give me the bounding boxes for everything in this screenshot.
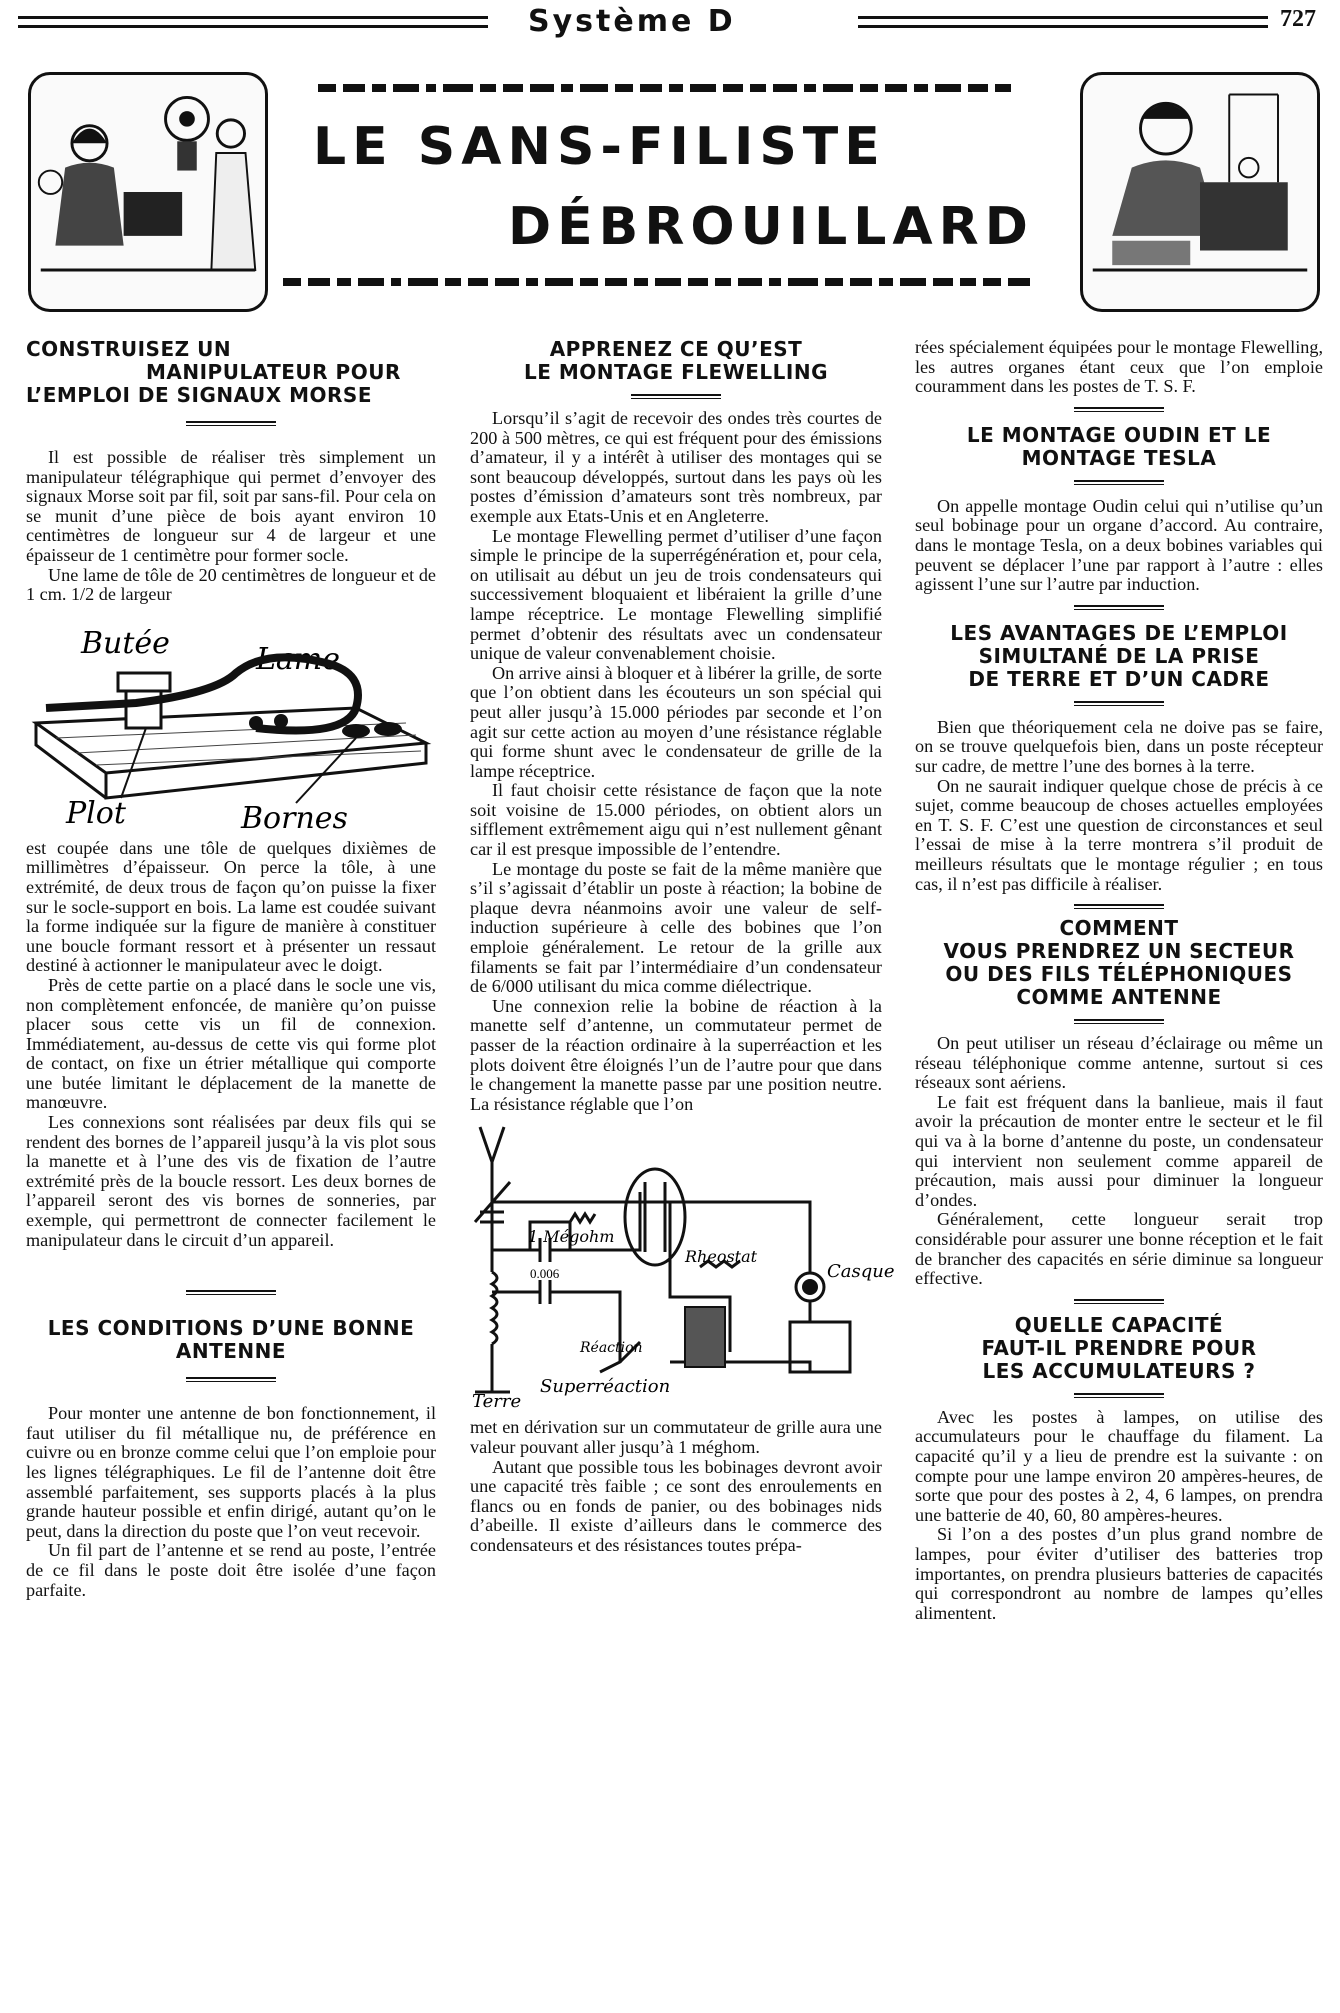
banner-dash <box>655 278 681 286</box>
banner-dash-bottom <box>283 278 1053 288</box>
section-separator <box>1074 480 1164 485</box>
section-separator <box>186 421 276 426</box>
banner-dash <box>318 84 336 92</box>
operators-illustration-icon <box>31 75 265 309</box>
banner-dash <box>885 84 907 92</box>
article-title-line1: LE SANS-FILISTE <box>313 117 886 177</box>
banner-dash <box>358 278 384 286</box>
heading-line: LES AVANTAGES DE L’EMPLOI <box>950 620 1288 645</box>
heading-line: COMME ANTENNE <box>1016 985 1222 1010</box>
paragraph: Le fait est fréquent dans la banlieue, mais il faut avoir la précaution de monter entre le secteur et le fil qui va à la borne d’antenne du poste, un condensateur qui intervient non seulement comme appareil de précaution, mais aussi pour diminuer la longueur d’ondes. <box>915 1091 1323 1210</box>
banner-dash <box>750 84 766 92</box>
paragraph: Une lame de tôle de 20 centimètres de longueur et de 1 cm. 1/2 de largeur <box>26 564 436 605</box>
banner-dash <box>308 278 330 286</box>
banner-dash <box>561 84 573 92</box>
banner-dash <box>337 278 351 286</box>
paragraph: Avec les postes à lampes, on utilise des accumulateurs pour le chauffage du filament. La capacité qu’il y a lieu de prendre est la suivante : on compte pour une lampe environ 20 ampères-heures, de sorte que pour des postes à 2, 4, 6 lampes, on prendra une batterie de 40, 60, 80 ampères-heures. <box>915 1406 1323 1525</box>
heading-line: LE MONTAGE FLEWELLING <box>524 360 828 384</box>
header-rule-left <box>18 16 488 28</box>
banner-dash <box>634 278 648 286</box>
column-3 <box>915 338 1323 1623</box>
figure-manipulateur <box>26 613 436 836</box>
paragraph: On ne saurait indiquer quelque chose de précis à ce sujet, comme beaucoup de choses actuelles employées en T. S. F. C’est une question de circonstances et seul l’essai de mise à la terre montrera s’il produit de meilleurs résultats que le montage régulier ; en tous cas, il n’est pas difficile à réaliser. <box>915 775 1323 894</box>
banner-dash <box>545 278 573 286</box>
label-megohm: 1 Mégohm <box>528 1227 615 1247</box>
figure-flewelling-circuit <box>470 1122 895 1413</box>
section-separator <box>631 394 721 399</box>
banner-dash <box>526 278 538 286</box>
banner-dash <box>426 84 436 92</box>
section-separator <box>1074 701 1164 706</box>
heading-accumulateurs <box>915 1314 1323 1383</box>
banner-dash <box>860 84 878 92</box>
banner-dash <box>914 84 928 92</box>
paragraph: Les connexions sont réalisées par deux fils qui se rendent des bornes de l’appareil jusqu’à la vis plot sous la manette et à l’une des vis de fixation de l’autre extrémité près de la boucle ressort. Les deux bornes de l’appareil seront des vis bornes de sonneries, par exemple, qui permettront de connecter facilement le manipulateur dans le circuit d’un appareil. <box>26 1112 436 1250</box>
magazine-title: Système D <box>528 4 736 39</box>
section-separator <box>1074 904 1164 909</box>
section-separator <box>1074 1299 1164 1304</box>
paragraph: Un fil part de l’antenne et se rend au poste, l’entrée de ce fil dans le poste doit être isolée d’une façon parfaite. <box>26 1540 436 1600</box>
paragraph: rées spécialement équipées pour le montage Flewelling, les autres organes étant ceux que l’on emploie couramment dans les postes de T. S. F. <box>915 337 1323 397</box>
label-capacitor: 0.006 <box>530 1266 560 1282</box>
banner-dash <box>408 278 438 286</box>
heading-line: OU DES FILS TÉLÉPHONIQUES <box>945 962 1293 987</box>
banner-dash-top <box>318 84 1048 94</box>
radio-man-illustration-icon <box>1083 75 1317 309</box>
header-rule-right <box>858 16 1268 28</box>
heading-line: ANTENNE <box>175 1339 287 1364</box>
heading-manipulateur <box>26 338 436 407</box>
flewelling-circuit-diagram <box>470 1122 895 1413</box>
banner-dash <box>468 278 488 286</box>
banner-dash <box>933 278 953 286</box>
label-casque: Casque <box>827 1261 895 1283</box>
banner-dash <box>391 278 401 286</box>
paragraph: Si l’on a des postes d’un plus grand nombre de lampes, pour éviter d’utiliser des batteries trop importantes, on prendra plusieurs batteries de capacités qui correspondront au nombre de lampes qu’elles alimentent. <box>915 1524 1323 1623</box>
label-lame: Lame <box>256 641 341 677</box>
article-title-line2: DÉBROUILLARD <box>508 197 1034 257</box>
heading-line: COMMENT <box>1059 916 1179 941</box>
paragraph: On appelle montage Oudin celui qui n’utilise qu’un seul bobinage pour un organe d’accord. Au contraire, dans le montage Tesla, on a deux bobines variables qui peuvent se déplacer l’une par rapport à l’autre : elles agissent l’une sur l’autre par induction. <box>915 495 1323 595</box>
label-terre: Terre <box>472 1391 522 1413</box>
illustration-operators <box>28 72 268 312</box>
banner-dash <box>935 84 961 92</box>
banner-dash <box>443 84 473 92</box>
heading-line: LES CONDITIONS D’UNE BONNE <box>47 1316 415 1341</box>
page-header <box>18 6 1322 42</box>
banner-dash <box>445 278 461 286</box>
banner-dash <box>530 84 554 92</box>
paragraph: Bien que théoriquement cela ne doive pas se faire, on se trouve quelquefois bien, dans un poste récepteur sur cadre, de mettre l’une des bornes à la terre. <box>915 716 1323 776</box>
banner-dash <box>968 84 988 92</box>
heading-line: L’EMPLOI DE SIGNAUX MORSE <box>26 383 372 407</box>
paragraph: Une connexion relie la bobine de réaction à la manette self d’antenne, un commutateur permet de passer de la réaction ordinaire à la superréaction et les plots doivent être éloignés l’un de l’autre pour que dans le changement la manette passe par une position neutre. La résistance réglable que l’on <box>470 995 882 1114</box>
column-2 <box>470 337 895 1556</box>
morse-key-diagram <box>26 613 436 836</box>
label-superreaction: Superréaction <box>540 1376 671 1398</box>
heading-line: QUELLE CAPACITÉ <box>1014 1312 1224 1337</box>
label-bornes: Bornes <box>241 800 348 836</box>
paragraph: On arrive ainsi à bloquer et à libérer la grille, de sorte que l’on obtient dans les écouteurs un son spécial qui peut aller jusqu’à 15.000 périodes par seconde et l’on agit sur cette action au moyen d’une résistance réglable qui forme shunt avec le condensateur de grille de la lampe réceptrice. <box>470 662 882 781</box>
banner-dash <box>690 84 716 92</box>
heading-line: DE TERRE ET D’UN CADRE <box>968 666 1270 691</box>
heading-secteur-antenne <box>915 917 1323 1009</box>
banner-dash <box>960 278 976 286</box>
heading-line: APPRENEZ CE QU’EST <box>549 337 803 361</box>
banner-dash <box>669 84 683 92</box>
banner-dash <box>715 278 731 286</box>
banner-dash <box>580 84 608 92</box>
heading-line: LES ACCUMULATEURS ? <box>982 1358 1256 1383</box>
banner-dash <box>995 84 1011 92</box>
banner-dash <box>580 278 598 286</box>
section-separator <box>1074 1393 1164 1398</box>
section-separator <box>186 1377 276 1382</box>
heading-line: LE MONTAGE OUDIN ET LE <box>966 422 1272 447</box>
banner-dash <box>788 278 818 286</box>
label-butee: Butée <box>81 625 170 661</box>
banner-dash <box>825 278 843 286</box>
section-separator <box>1074 605 1164 610</box>
banner-dash <box>495 278 519 286</box>
section-separator <box>1074 1019 1164 1024</box>
heading-prise-de-terre <box>915 622 1323 691</box>
banner-dash <box>804 84 816 92</box>
heading-line: FAUT-IL PRENDRE POUR <box>981 1335 1257 1360</box>
label-reaction: Réaction <box>580 1340 643 1357</box>
paragraph: est coupée dans une tôle de quelques dixièmes de millimètres d’épaisseur. On perce la tôle, à une extrémité, de deux trous de façon qu’on puisse la fixer sur le socle-support en bois. La lame est coudée suivant la forme indiquée sur la figure de manière à constituer une boucle formant ressort et à présenter un ressaut destiné à actionner le manipulateur avec le doigt. <box>26 837 436 976</box>
paragraph: Le montage du poste se fait de la même manière que s’il s’agissait d’établir un poste à réaction; la bobine de plaque devra néanmoins avoir une valeur de self-induction supérieure à celle des bobines que l’on emploie généralement. Le retour de la grille aux filaments se fait par l’intermédiaire d’un condensateur de 6/000 utilisant du mica comme diélectrique. <box>470 858 882 997</box>
paragraph: Lorsqu’il s’agit de recevoir des ondes très courtes de 200 à 500 mètres, ce qui est fréquent pour des émissions d’amateur, il y a intérêt à utiliser des montages qui se sont beaucoup développés, surtout dans les pays où les postes d’émission d’amateurs sont très nombreux, par exemple aux Etats-Unis et en Angleterre. <box>470 408 882 526</box>
heading-line: CONSTRUISEZ UN <box>26 337 232 361</box>
banner-dash <box>343 84 365 92</box>
paragraph: met en dérivation sur un commutateur de grille aura une valeur pouvant aller jusqu’à 1 méghom. <box>470 1417 882 1457</box>
banner-dash <box>738 278 762 286</box>
paragraph: Le montage Flewelling permet d’utiliser d’une façon simple le principe de la superrégénération et, pour cela, on utilisait au début un jeu de trois condensateurs qui successivement bloquaient et libéraient la grille d’une lampe réceptrice. Le montage Flewelling simplifié permet d’obtenir des résultats avec un condensateur unique de valeur convenablement choisie. <box>470 525 882 664</box>
banner-dash <box>283 278 301 286</box>
paragraph: Généralement, cette longueur serait trop considérable pour assurer une bonne réception et le fait de brancher des capacités en série diminue sa longueur effective. <box>915 1209 1323 1289</box>
banner-dash <box>900 278 926 286</box>
banner-dash <box>823 84 853 92</box>
paragraph: Près de cette partie on a placé dans le socle une vis, non complètement enfoncée, de manière qu’on puisse placer sous cette vis un fil de connexion. Immédiatement, au-dessus de cette vis qui forme plot de contact, on fixe un étrier métallique qui comporte une butée limitant le déplacement de la manette de manœuvre. <box>26 974 436 1113</box>
banner-dash <box>1008 278 1030 286</box>
banner-dash <box>983 278 1001 286</box>
heading-oudin-tesla <box>915 424 1323 470</box>
banner-dash <box>879 278 893 286</box>
paragraph: Autant que possible tous les bobinages devront avoir une capacité très faible ; ce sont des enroulements en flancs ou en fonds de panier, ou des bobinages nids d’abeille. Il existe d’ailleurs dans le commerce des condensateurs et des résistances toutes prépa- <box>470 1456 882 1555</box>
paragraph: Pour monter une antenne de bon fonctionnement, il faut utiliser du fil métallique nu, de préférence en cuivre ou en bronze comme celui que l’on emploie pour les lignes télégraphiques. Le fil de l’antenne doit être assemblé parfaitement, ses supports placés à la plus grande hauteur possible et enfin dirigé, autant qu’on le peut, dans la direction du poste que l’on veut recevoir. <box>26 1403 436 1541</box>
label-plot: Plot <box>66 795 126 831</box>
illustration-radio-man <box>1080 72 1320 312</box>
heading-line: MONTAGE TESLA <box>1021 445 1217 470</box>
banner-dash <box>723 84 743 92</box>
paragraph: Il faut choisir cette résistance de façon que la note soit voisine de 15.000 périodes, on obtient alors un sifflement extrêmement aigu qui n’est nullement gênant car il est presque impossible de l’entendre. <box>470 780 882 860</box>
banner-dash <box>773 84 797 92</box>
banner-dash <box>769 278 781 286</box>
banner-dash <box>850 278 872 286</box>
banner-dash <box>605 278 627 286</box>
paragraph: Il est possible de réaliser très simplement un manipulateur télégraphique qui permet d’envoyer des signaux Morse soit par fil, soit par sans-fil. Pour cela on se munit d’une pièce de bois ayant environ 10 centimètres de longueur sur 4 de largeur et une épaisseur de 1 centimètre pour former socle. <box>26 447 436 565</box>
article-banner <box>28 72 1320 312</box>
heading-antenne <box>26 1317 436 1363</box>
heading-line: SIMULTANÉ DE LA PRISE <box>978 643 1260 668</box>
banner-dash <box>480 84 496 92</box>
paragraph: On peut utiliser un réseau d’éclairage ou même un réseau téléphonique comme antenne, surtout si ces réseaux sont aériens. <box>915 1033 1323 1093</box>
label-rheostat: Rheostat <box>685 1247 758 1267</box>
heading-flewelling <box>470 338 882 384</box>
banner-dash <box>503 84 523 92</box>
page-number: 727 <box>1280 6 1316 32</box>
banner-dash <box>688 278 708 286</box>
column-1 <box>26 338 436 1600</box>
heading-line: MANIPULATEUR POUR <box>146 360 401 384</box>
banner-dash <box>615 84 633 92</box>
banner-dash <box>372 84 386 92</box>
banner-dash <box>393 84 419 92</box>
section-separator <box>186 1290 276 1295</box>
section-separator <box>1074 407 1164 412</box>
banner-dash <box>640 84 662 92</box>
heading-line: VOUS PRENDREZ UN SECTEUR <box>943 939 1295 964</box>
